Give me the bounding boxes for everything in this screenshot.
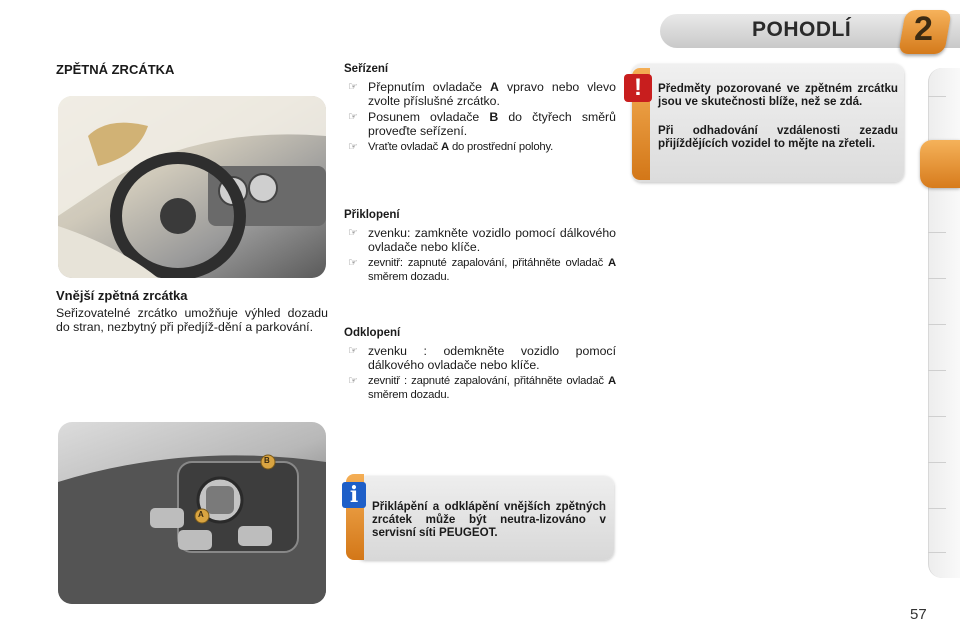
- warning-text-2: Při odhadování vzdálenosti zezadu přijíždějících vozidel to mějte na zřeteli.: [658, 124, 898, 150]
- label-b: B: [264, 456, 270, 465]
- exclamation-icon: !: [624, 74, 652, 102]
- warning-text-1: Předměty pozorované ve zpětném zrcátku jsou ve skutečnosti blíže, než se zdá.: [658, 82, 898, 108]
- tab-divider: [928, 232, 946, 233]
- tab-divider: [928, 370, 946, 371]
- mirror-control-illustration: [58, 422, 326, 604]
- car-interior-photo: [58, 96, 326, 278]
- list-item: ☞ Posunem ovladače B do čtyřech směrů proveďte seřízení.: [348, 110, 616, 138]
- list-item: ☞ zevnitř : zapnuté zapalování, přitáhněte ovladač A směrem dozadu.: [348, 375, 616, 401]
- list-item: ☞ Vraťte ovladač A do prostřední polohy.: [348, 141, 554, 153]
- page-number: 57: [910, 606, 927, 623]
- chapter-number: 2: [914, 10, 933, 48]
- list-item: ☞ zvenku: zamkněte vozidlo pomocí dálkového ovladače nebo klíče.: [348, 226, 616, 254]
- pointing-hand-icon: ☞: [348, 345, 358, 357]
- tab-divider: [928, 552, 946, 553]
- intro-paragraph: Seřizovatelné zrcátko umožňuje výhled dozadu do stran, nezbytný při předjíž-dění a parkování.: [56, 306, 328, 334]
- car-interior-illustration: [58, 96, 326, 278]
- info-icon: i: [342, 482, 366, 508]
- pointing-hand-icon: ☞: [348, 81, 358, 93]
- pointing-hand-icon: ☞: [348, 257, 358, 269]
- list-item: ☞ zvenku : odemkněte vozidlo pomocí dálkového ovladače nebo klíče.: [348, 344, 616, 372]
- subtitle-exterior-mirrors: Vnější zpětná zrcátka: [56, 288, 188, 303]
- tab-divider: [928, 96, 946, 97]
- info-text: Přiklápění a odklápění vnějších zpětných zrcátek může být neutra-lizováno v servisní síti PEUGEOT.: [372, 500, 606, 539]
- door-switch-photo: [58, 422, 326, 604]
- chapter-tab-active[interactable]: [920, 140, 960, 188]
- tab-divider: [928, 508, 946, 509]
- tab-divider: [928, 278, 946, 279]
- chapter-title: POHODLÍ: [752, 18, 852, 41]
- list-item: ☞ zevnitř: zapnuté zapalování, přitáhněte ovladač A směrem dozadu.: [348, 257, 616, 283]
- heading-serizeni: Seřízení: [344, 63, 389, 75]
- page-header: [600, 0, 960, 58]
- tab-divider: [928, 462, 946, 463]
- pointing-hand-icon: ☞: [348, 141, 358, 153]
- tab-divider: [928, 324, 946, 325]
- label-a: A: [198, 510, 204, 519]
- heading-priklopeni: Přiklopení: [344, 209, 400, 221]
- list-item: ☞ Přepnutím ovladače A vpravo nebo vlevo zvolte příslušné zrcátko.: [348, 80, 616, 108]
- tab-divider: [928, 416, 946, 417]
- pointing-hand-icon: ☞: [348, 227, 358, 239]
- heading-odklopeni: Odklopení: [344, 327, 401, 339]
- section-title: ZPĚTNÁ ZRCÁTKA: [56, 62, 175, 77]
- pointing-hand-icon: ☞: [348, 375, 358, 387]
- pointing-hand-icon: ☞: [348, 111, 358, 123]
